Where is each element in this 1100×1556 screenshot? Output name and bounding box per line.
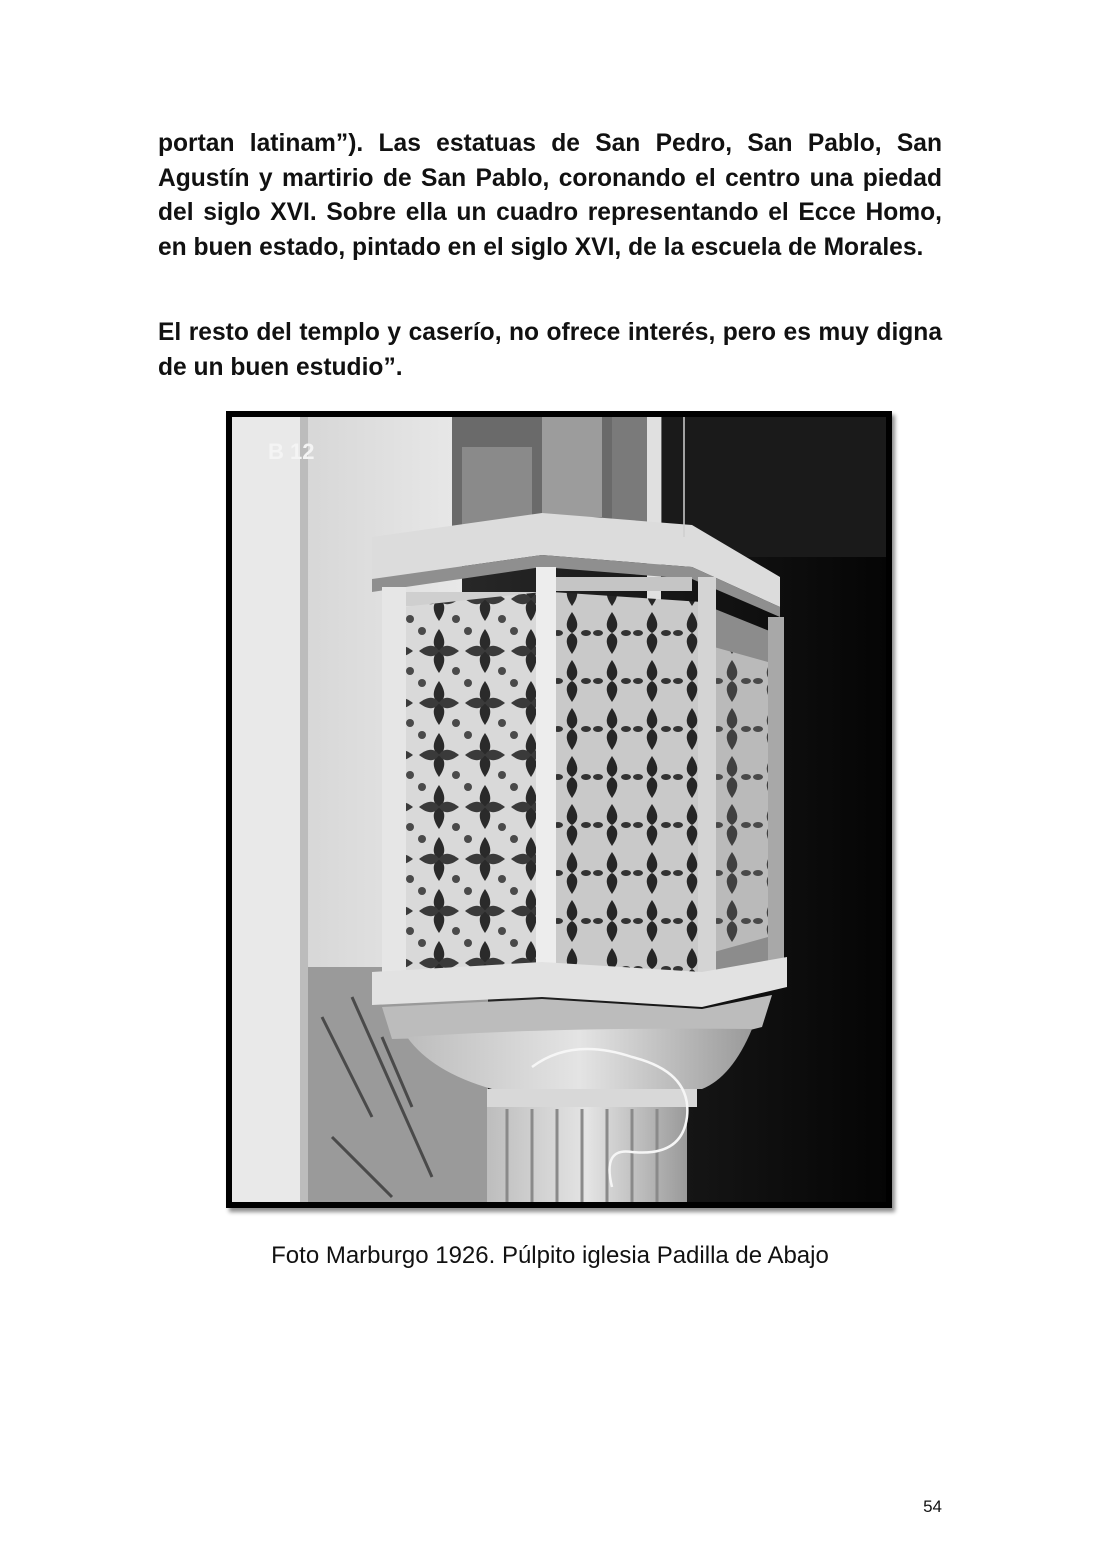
plate-label: B 12 xyxy=(268,439,315,464)
pulpit-photo xyxy=(232,417,886,1202)
body-paragraph-2: El resto del templo y caserío, no ofrece interés, pero es muy digna de un buen estudio”. xyxy=(158,319,942,381)
figure-caption: Foto Marburgo 1926. Púlpito iglesia Padilla de Abajo xyxy=(271,1242,829,1269)
body-paragraph-1: portan latinam”). Las estatuas de San Pedro, San Pablo, San Agustín y martirio de San Pablo, coronando el centro una piedad del siglo XVI. Sobre ella un cuadro representando el Ecce Homo, en buen estado, pintado en el siglo XVI, de la escuela de Morales. xyxy=(158,130,942,261)
page-number: 54 xyxy=(923,1497,942,1516)
photo-figure xyxy=(226,411,892,1208)
